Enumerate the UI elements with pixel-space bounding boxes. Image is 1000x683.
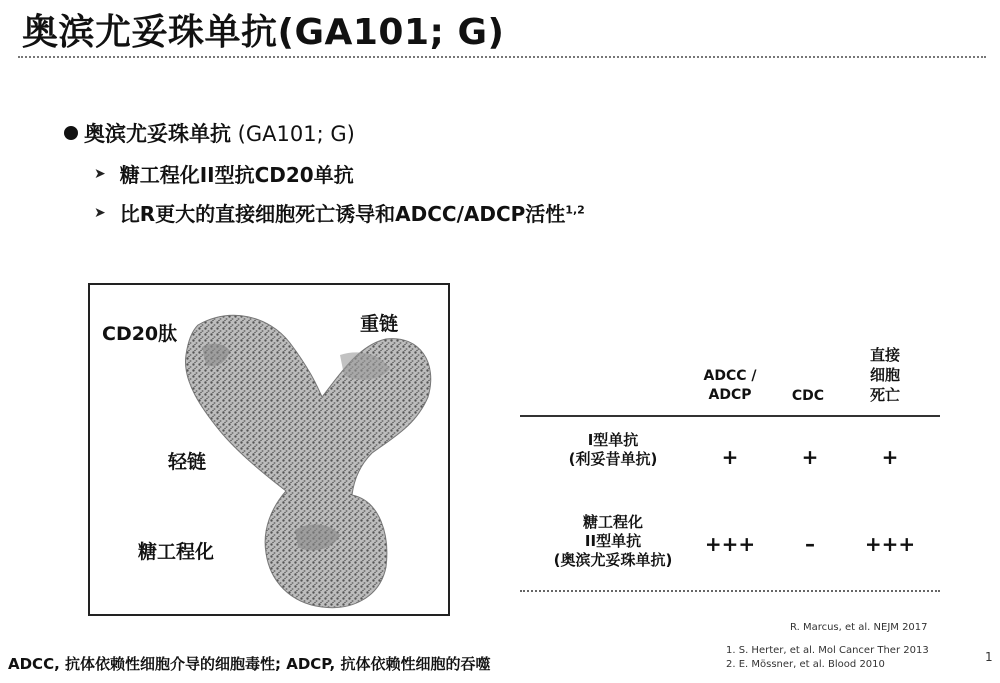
- comparison-table: [520, 345, 940, 605]
- row2-label-line2: II型单抗: [584, 532, 642, 550]
- row2-label-line3: (奥滨尤妥珠单抗): [553, 551, 673, 569]
- sub-bullet-2-text: 比R更大的直接细胞死亡诱导和ADCC/ADCP活性: [119, 202, 566, 226]
- sub-bullet-2-superscript: 1,2: [565, 203, 585, 217]
- header-adcc-line1: ADCC /: [703, 368, 757, 384]
- header-direct-cell-death: [855, 345, 915, 405]
- references: [726, 644, 929, 672]
- main-bullet-name: 奥滨尤妥珠单抗: [84, 122, 231, 146]
- table-citation: R. Marcus, et al. NEJM 2017: [790, 622, 928, 633]
- row2-cdc-value: –: [805, 532, 815, 556]
- main-bullet: [64, 118, 355, 148]
- page-number: 1: [985, 650, 993, 664]
- header-direct-line1: 直接: [869, 346, 900, 364]
- reference-1: 1. S. Herter, et al. Mol Cancer Ther 2013: [726, 645, 929, 656]
- title-divider: [18, 56, 986, 58]
- glycoengineered-label: 糖工程化: [138, 541, 215, 563]
- sub-bullet-1: [94, 159, 354, 188]
- row1-direct-value: +: [881, 445, 899, 469]
- row1-cdc-value: +: [801, 445, 819, 469]
- heavy-chain-label: 重链: [360, 313, 399, 335]
- sub-bullet-1-text: 糖工程化II型抗CD20单抗: [119, 163, 354, 187]
- sub-bullet-2: [94, 198, 585, 227]
- table-header-rule: [520, 415, 940, 417]
- cd20-peptide-label: CD20肽: [102, 323, 178, 345]
- antibody-structure-figure: [88, 283, 450, 616]
- header-direct-line2: 细胞: [869, 366, 900, 384]
- table-bottom-rule: [520, 590, 940, 592]
- row2-direct-value: +++: [864, 532, 916, 556]
- arrow-right-icon: ➤: [94, 165, 106, 182]
- arrow-right-icon: ➤: [94, 204, 106, 221]
- main-bullet-code: (GA101; G): [231, 122, 355, 146]
- row1-adcc-value: +: [721, 445, 739, 469]
- light-chain-label: 轻链: [168, 451, 207, 473]
- header-cdc: CDC: [791, 388, 825, 404]
- abbreviation-footnote: ADCC, 抗体依赖性细胞介导的细胞毒性; ADCP, 抗体依赖性细胞的吞噬: [8, 655, 491, 673]
- table-row-label-type2: [528, 513, 698, 570]
- reference-2: 2. E. Mössner, et al. Blood 2010: [726, 659, 885, 670]
- bullet-dot-icon: [64, 126, 78, 140]
- row2-adcc-value: +++: [704, 532, 756, 556]
- row2-label-line1: 糖工程化: [582, 513, 643, 531]
- slide-title: 奥滨尤妥珠单抗(GA101; G): [22, 12, 505, 53]
- row1-label-line2: (利妥昔单抗): [568, 450, 658, 468]
- header-direct-line3: 死亡: [869, 386, 900, 404]
- table-row-label-type1: [528, 431, 698, 469]
- header-adcc-line2: ADCP: [708, 387, 752, 403]
- header-adcc-adcp: [690, 367, 770, 405]
- row1-label-line1: I型单抗: [587, 431, 639, 449]
